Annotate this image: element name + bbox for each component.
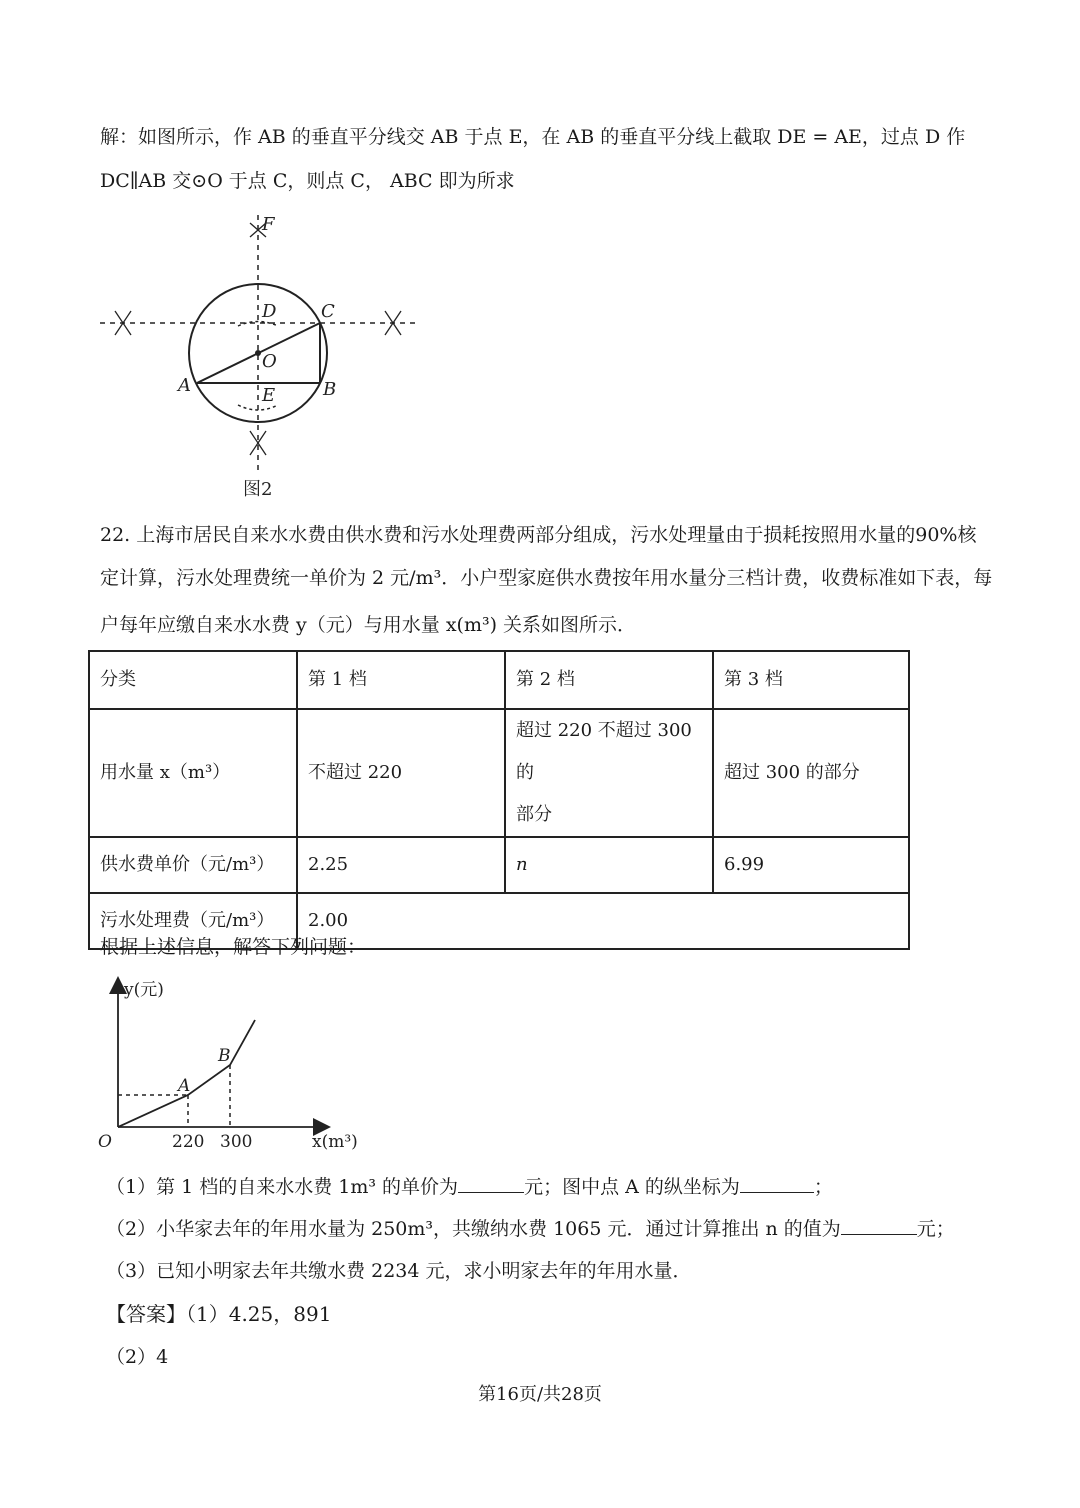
- label-f: F: [262, 214, 275, 235]
- question-2-part-b: 元；: [916, 1218, 955, 1240]
- table-cell: 用水量 x（m³）: [89, 709, 297, 837]
- question-2-part-a: （2）小华家去年的年用水量为 250m³，共缴纳水费 1065 元．通过计算推出 n 的值为: [106, 1218, 841, 1240]
- graph-point-b: B: [218, 1046, 231, 1066]
- answer-blank[interactable]: [841, 1216, 917, 1235]
- answer-tag: 【答案】: [106, 1302, 186, 1326]
- table-cell: 2.00: [297, 893, 909, 949]
- answer-1: （1）4.25，891: [186, 1302, 332, 1326]
- solution-line-1: 解：如图所示，作 AB 的垂直平分线交 AB 于点 E，在 AB 的垂直平分线上截取 DE = AE，过点 D 作: [100, 126, 966, 148]
- question-1-part-c: ；: [813, 1176, 833, 1198]
- page-footer: 第16页/共28页: [478, 1384, 602, 1405]
- table-cell-line: 部分: [516, 804, 552, 825]
- graph-tick-300: 300: [220, 1132, 253, 1152]
- question-1-part-b: 元；图中点 A 的纵坐标为: [524, 1176, 740, 1198]
- table-header-cell: 第 2 档: [505, 651, 713, 709]
- table-cell: n: [505, 837, 713, 893]
- answer-line-1: [106, 1298, 331, 1327]
- problem-line-2: 定计算，污水处理费统一单价为 2 元/m³．小户型家庭供水费按年用水量分三档计费，收费标准如下表，每: [100, 567, 993, 589]
- table-row: [89, 709, 909, 837]
- table-row: [89, 651, 909, 709]
- instruction-line: 根据上述信息，解答下列问题：: [100, 936, 367, 958]
- table-cell: 不超过 220: [297, 709, 505, 837]
- label-e: E: [262, 385, 276, 406]
- answer-line-2: （2）4: [106, 1346, 169, 1368]
- table-cell: 6.99: [713, 837, 909, 893]
- problem-line-1: 22. 上海市居民自来水水费由供水费和污水处理费两部分组成，污水处理量由于损耗按照用水量的90%核: [100, 524, 977, 546]
- graph-point-a: A: [178, 1076, 191, 1096]
- label-b: B: [323, 379, 337, 400]
- fee-graph: [90, 975, 380, 1155]
- question-3: （3）已知小明家去年共缴水费 2234 元，求小明家去年的年用水量．: [106, 1260, 692, 1282]
- label-a: A: [178, 375, 191, 396]
- table-cell: 供水费单价（元/m³）: [89, 837, 297, 893]
- label-c: C: [321, 301, 335, 322]
- fee-table: [88, 650, 910, 950]
- table-header-cell: 第 1 档: [297, 651, 505, 709]
- label-o: O: [262, 351, 277, 372]
- table-header-cell: 第 3 档: [713, 651, 909, 709]
- table-cell: 超过 300 的部分: [713, 709, 909, 837]
- question-1-part-a: （1）第 1 档的自来水水费 1m³ 的单价为: [106, 1176, 459, 1198]
- graph-y-label: y(元): [124, 980, 164, 1000]
- answer-blank[interactable]: [740, 1174, 814, 1193]
- problem-line-3: 户每年应缴自来水水费 y（元）与用水量 x(m³) 关系如图所示．: [100, 614, 637, 636]
- answer-blank[interactable]: [458, 1174, 524, 1193]
- solution-line-2: DC∥AB 交⊙O 于点 C，则点 C， ABC 即为所求: [100, 170, 515, 192]
- table-cell: [505, 709, 713, 837]
- figure-2-caption: 图2: [243, 479, 273, 500]
- graph-x-label: x(m³): [312, 1132, 358, 1152]
- table-header-cell: 分类: [89, 651, 297, 709]
- table-cell: 污水处理费（元/m³）: [89, 893, 297, 949]
- graph-tick-220: 220: [172, 1132, 205, 1152]
- question-2: [106, 1214, 955, 1241]
- figure-2-diagram: [95, 205, 425, 505]
- question-1: [106, 1172, 833, 1199]
- table-cell: 2.25: [297, 837, 505, 893]
- graph-origin-label: O: [98, 1132, 112, 1152]
- table-row: [89, 837, 909, 893]
- table-cell-line: 超过 220 不超过 300 的: [516, 720, 692, 783]
- label-d: D: [262, 301, 277, 322]
